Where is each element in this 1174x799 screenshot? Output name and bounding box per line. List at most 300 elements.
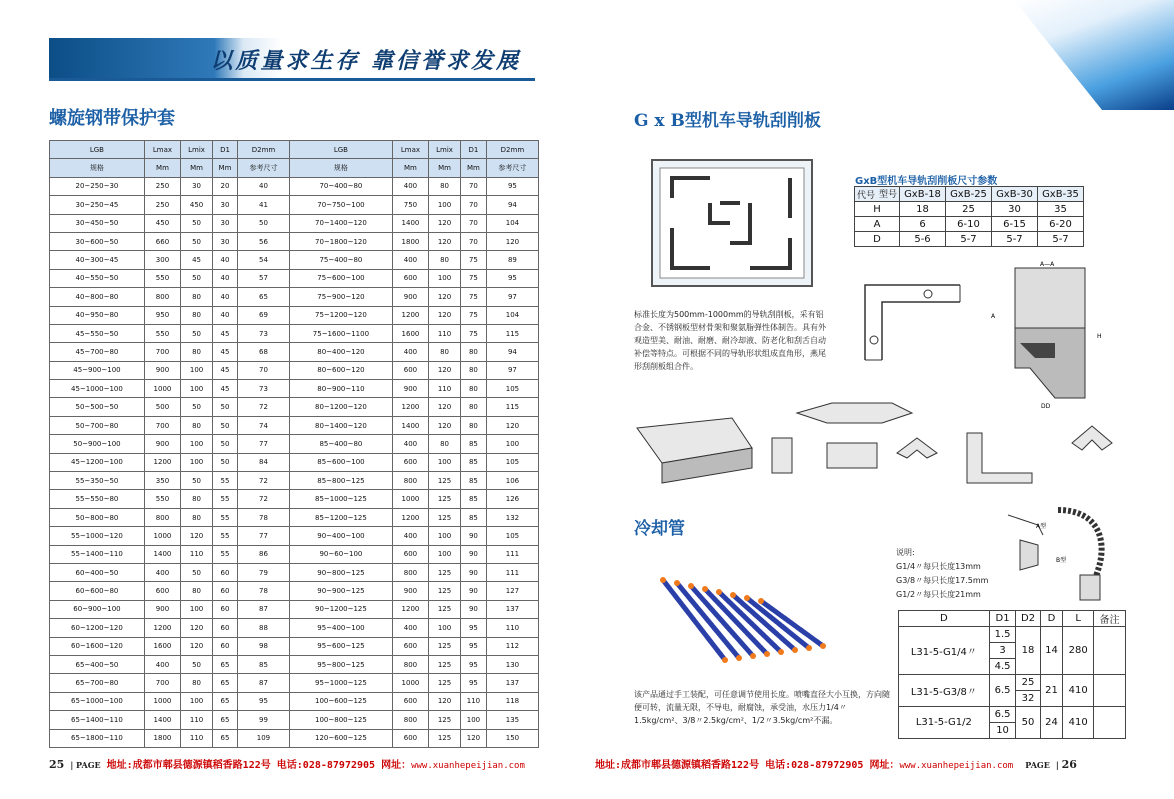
table-cell: 105	[486, 380, 538, 398]
table-row	[50, 582, 539, 600]
remark-cell	[1094, 675, 1126, 707]
column-unit-header: Mm	[213, 159, 238, 177]
table-cell: 90~1200~125	[290, 600, 393, 618]
table-cell: 50	[213, 416, 238, 434]
table-cell: 800	[392, 711, 428, 729]
table-cell: 75~1200~120	[290, 306, 393, 324]
column-unit-header: Mm	[392, 159, 428, 177]
table-cell: 1200	[392, 600, 428, 618]
table-cell: 1800	[392, 232, 428, 250]
table-cell: 50	[181, 232, 213, 250]
table-cell: 1000	[144, 380, 180, 398]
table-cell: 50	[181, 563, 213, 581]
table-cell: 78	[237, 508, 289, 526]
column-unit-header: 参考尺寸	[237, 159, 289, 177]
gxb-table-title: GxB型机车导轨刮削板尺寸参数	[855, 176, 998, 187]
table-cell: 125	[429, 490, 461, 508]
table-cell: 120	[461, 729, 487, 747]
table-cell: 105	[486, 527, 538, 545]
table-cell: 55	[213, 472, 238, 490]
table-cell: 300	[144, 251, 180, 269]
table-cell: 125	[429, 655, 461, 673]
table-cell: 50~700~80	[50, 416, 145, 434]
table-cell: 100	[429, 269, 461, 287]
table-cell: 75	[461, 324, 487, 342]
scraper-assembly-drawings	[632, 398, 1117, 488]
table-cell: 106	[486, 472, 538, 490]
table-cell: 30	[213, 214, 238, 232]
table-row	[50, 232, 539, 250]
table-cell: 350	[144, 472, 180, 490]
table-cell: 104	[486, 214, 538, 232]
table-cell: 700	[144, 674, 180, 692]
table-cell: 900	[144, 435, 180, 453]
table-cell: 120~600~125	[290, 729, 393, 747]
table-cell: 125	[429, 508, 461, 526]
footer-left: 25 | PAGE 地址:成都市郫县德源镇稻香路122号 电话:028-87972905 网址：www.xuanhepeijian.com	[49, 758, 525, 771]
table-cell: 550	[144, 269, 180, 287]
a-label: A	[991, 313, 996, 320]
row-label: D	[855, 232, 900, 247]
tube-nozzle	[730, 592, 736, 598]
table-cell: 112	[486, 637, 538, 655]
table-cell: 95~600~125	[290, 637, 393, 655]
table-cell: 55~550~80	[50, 490, 145, 508]
table-cell: 110	[181, 545, 213, 563]
table-row	[855, 217, 1084, 232]
table-cell: 87	[237, 600, 289, 618]
table-cell: 65	[237, 288, 289, 306]
table-cell: 99	[237, 711, 289, 729]
table-row	[899, 627, 1126, 643]
page-number-left: 25	[49, 758, 65, 771]
table-cell: 100	[429, 453, 461, 471]
table-cell: 100	[429, 527, 461, 545]
table-cell: 40	[237, 177, 289, 195]
table-cell: 110	[181, 711, 213, 729]
table-row	[50, 490, 539, 508]
table-row	[50, 729, 539, 747]
table-cell: 40	[213, 269, 238, 287]
table-cell: 90~800~125	[290, 563, 393, 581]
column-header: Lmax	[144, 141, 180, 159]
table-cell: 95	[461, 674, 487, 692]
table-cell: 95	[461, 655, 487, 673]
column-header: D2mm	[486, 141, 538, 159]
d-cell: 14	[1040, 627, 1063, 675]
table-cell: 90	[461, 545, 487, 563]
d1-cell: 3	[989, 643, 1016, 659]
table-cell: 400	[392, 343, 428, 361]
remark-cell	[1094, 627, 1126, 675]
table-cell: 550	[144, 490, 180, 508]
tube-fitting	[778, 649, 784, 655]
table-row	[899, 675, 1126, 691]
table-cell: 30	[181, 177, 213, 195]
table-cell: 85	[461, 472, 487, 490]
table-cell: 79	[237, 563, 289, 581]
table-cell: 60~900~100	[50, 600, 145, 618]
table-cell: 100	[461, 711, 487, 729]
aa-label: A—A	[1040, 261, 1055, 268]
table-cell: 90	[461, 563, 487, 581]
table-cell: 80	[461, 361, 487, 379]
table-cell: 100	[429, 619, 461, 637]
table-cell: 70~750~100	[290, 196, 393, 214]
table-cell: 86	[237, 545, 289, 563]
table-cell: 97	[486, 288, 538, 306]
table-cell: 45	[181, 251, 213, 269]
column-unit-header: Mm	[429, 159, 461, 177]
table-cell: 30~600~50	[50, 232, 145, 250]
column-unit-header: 参考尺寸	[486, 159, 538, 177]
table-cell: 400	[392, 251, 428, 269]
table-cell: 80	[181, 306, 213, 324]
table-cell: 85~600~100	[290, 453, 393, 471]
table-cell: 69	[237, 306, 289, 324]
table-cell: 120	[429, 306, 461, 324]
table-cell: 100	[181, 361, 213, 379]
table-row	[855, 232, 1084, 247]
table-cell: 80	[429, 343, 461, 361]
table-cell: 400	[144, 655, 180, 673]
table-cell: 75	[461, 269, 487, 287]
table-cell: 75~1600~1100	[290, 324, 393, 342]
table-cell: 120	[486, 232, 538, 250]
table-cell: 75~600~100	[290, 269, 393, 287]
tube-nozzle	[674, 580, 680, 586]
table-cell: 125	[429, 600, 461, 618]
tube-fitting	[792, 647, 798, 653]
footer-web-right[interactable]: www.xuanhepeijian.com	[899, 761, 1014, 771]
cooling-tubes-image	[655, 560, 855, 670]
table-cell: 80~1200~120	[290, 398, 393, 416]
table-cell: 77	[237, 435, 289, 453]
table-cell: 600	[392, 361, 428, 379]
table-cell: 85~1200~125	[290, 508, 393, 526]
table-cell: 70	[237, 361, 289, 379]
table-cell: 125	[429, 729, 461, 747]
d1-cell: 10	[989, 723, 1016, 739]
table-cell: 1000	[392, 490, 428, 508]
table-cell: 111	[486, 545, 538, 563]
table-cell: 900	[392, 582, 428, 600]
table-cell: 70	[461, 214, 487, 232]
footer-web-label-left: 网址：	[381, 760, 412, 771]
table-cell: 88	[237, 619, 289, 637]
column-header: D1	[461, 141, 487, 159]
table-cell: 55~1000~120	[50, 527, 145, 545]
table-cell: 85~1000~125	[290, 490, 393, 508]
table-cell: 45	[213, 324, 238, 342]
table-cell: 80	[181, 508, 213, 526]
table-cell: 118	[486, 692, 538, 710]
table-cell: 41	[237, 196, 289, 214]
table-cell: 50	[213, 398, 238, 416]
table-cell: 800	[144, 288, 180, 306]
row-label: A	[855, 217, 900, 232]
table-cell: 600	[392, 269, 428, 287]
table-row	[50, 508, 539, 526]
table-cell: 65	[213, 655, 238, 673]
table-cell: 70~1400~120	[290, 214, 393, 232]
table-cell: 50	[181, 324, 213, 342]
model-header: GxB-18	[900, 187, 946, 202]
cooling-notes	[896, 546, 988, 602]
table-cell: 73	[237, 380, 289, 398]
table-cell: 45	[213, 361, 238, 379]
note-g12: G1/2〃每只长度21mm	[896, 590, 981, 599]
table-cell: 120	[429, 416, 461, 434]
table-cell: 1200	[144, 453, 180, 471]
part-a-label: A型	[1036, 523, 1047, 530]
table-cell: 65~1000~100	[50, 692, 145, 710]
table-cell: 400	[392, 435, 428, 453]
d1-cell: 4.5	[989, 659, 1016, 675]
table-cell: 1400	[392, 214, 428, 232]
table-cell: 800	[392, 472, 428, 490]
table-row	[50, 416, 539, 434]
table-cell: 600	[392, 453, 428, 471]
page-word-right: PAGE	[1025, 760, 1050, 770]
table-row	[50, 435, 539, 453]
column-header: D2mm	[237, 141, 289, 159]
column-header: LGB	[290, 141, 393, 159]
table-row	[50, 306, 539, 324]
column-header: D	[899, 611, 990, 627]
table-row	[50, 545, 539, 563]
table-cell: 45~1000~100	[50, 380, 145, 398]
tube-fitting	[722, 657, 728, 663]
table-cell: 750	[392, 196, 428, 214]
model-header: GxB-35	[1038, 187, 1084, 202]
column-header: Lmix	[429, 141, 461, 159]
dd-label: DD	[1041, 403, 1051, 410]
table-cell: 89	[486, 251, 538, 269]
table-cell: 95~1000~125	[290, 674, 393, 692]
table-cell: 60~1600~120	[50, 637, 145, 655]
table-cell: 65	[213, 692, 238, 710]
table-cell: 80~1400~120	[290, 416, 393, 434]
table-cell: 1200	[144, 619, 180, 637]
table-cell: 80	[429, 435, 461, 453]
table-cell: 80~400~120	[290, 343, 393, 361]
scraper-description: 标准长度为500mm-1000mm的导轨刮削板，采有铝合金、不锈钢板型材骨架和聚氨脂弹性体制告。具有外观造型美、耐油、耐磨、耐冷却液、防老化和刮舌自动补偿等特点。可根据不同的导轨形状组成直角形，燕尾形刮削板组合件。	[634, 310, 826, 371]
table-cell: 80~900~110	[290, 380, 393, 398]
table-cell: 25	[946, 202, 992, 217]
d2-cell: 32	[1016, 691, 1040, 707]
table-cell: 20	[213, 177, 238, 195]
table-cell: 60~400~50	[50, 563, 145, 581]
table-cell: 1400	[144, 711, 180, 729]
table-cell: 65	[213, 711, 238, 729]
table-cell: 68	[237, 343, 289, 361]
cooling-tube-part-drawing	[998, 500, 1118, 605]
table-cell: 800	[144, 508, 180, 526]
table-cell: 95	[486, 177, 538, 195]
table-cell: 6-15	[992, 217, 1038, 232]
table-cell: 100	[181, 600, 213, 618]
table-cell: 74	[237, 416, 289, 434]
table-cell: 1600	[392, 324, 428, 342]
table-cell: 50	[181, 472, 213, 490]
table-cell: 85	[461, 490, 487, 508]
footer-web-left[interactable]: www.xuanhepeijian.com	[411, 761, 525, 771]
table-cell: 40~300~45	[50, 251, 145, 269]
table-cell: 125	[429, 637, 461, 655]
tube-fitting	[764, 651, 770, 657]
table-row	[50, 563, 539, 581]
gxb-spec-table	[854, 186, 1084, 247]
table-cell: 95	[461, 619, 487, 637]
table-cell: 80	[461, 416, 487, 434]
model-header: GxB-30	[992, 187, 1038, 202]
table-cell: 75~900~120	[290, 288, 393, 306]
table-cell: 50	[181, 214, 213, 232]
table-row	[50, 380, 539, 398]
table-cell: 80	[461, 380, 487, 398]
column-header: LGB	[50, 141, 145, 159]
l-cell: 410	[1063, 675, 1094, 707]
table-cell: 30	[213, 196, 238, 214]
page-word-left: PAGE	[76, 760, 101, 770]
table-cell: 100~800~125	[290, 711, 393, 729]
left-section-title: 螺旋钢带保护套	[49, 108, 175, 129]
table-cell: 60	[213, 619, 238, 637]
h-label: H	[1097, 333, 1102, 340]
table-cell: 18	[900, 202, 946, 217]
table-cell: 900	[392, 380, 428, 398]
table-row	[50, 214, 539, 232]
table-row	[50, 674, 539, 692]
table-cell: 1200	[392, 306, 428, 324]
table-cell: 98	[237, 637, 289, 655]
table-cell: 132	[486, 508, 538, 526]
table-row	[899, 707, 1126, 723]
table-cell: 137	[486, 600, 538, 618]
table-row	[50, 711, 539, 729]
table-cell: 450	[181, 196, 213, 214]
table-cell: 120	[181, 637, 213, 655]
table-cell: 80	[181, 582, 213, 600]
table-cell: 5-6	[900, 232, 946, 247]
table-cell: 900	[144, 600, 180, 618]
table-cell: 110	[461, 692, 487, 710]
part-name: L31-5-G1/4〃	[899, 627, 990, 675]
table-cell: 55	[213, 527, 238, 545]
model-header: GxB-25	[946, 187, 992, 202]
table-cell: 120	[429, 398, 461, 416]
column-header: L	[1063, 611, 1094, 627]
table-cell: 55~1400~110	[50, 545, 145, 563]
corner-scraper-drawing	[860, 280, 970, 370]
table-cell: 130	[486, 655, 538, 673]
table-cell: 90	[461, 600, 487, 618]
table-cell: 50	[181, 398, 213, 416]
table-cell: 80	[181, 288, 213, 306]
table-cell: 72	[237, 472, 289, 490]
table-cell: 80	[429, 177, 461, 195]
table-cell: 60~1200~120	[50, 619, 145, 637]
d2-cell: 18	[1016, 627, 1040, 675]
table-cell: 94	[486, 196, 538, 214]
table-cell: 400	[392, 177, 428, 195]
column-unit-header: Mm	[144, 159, 180, 177]
table-cell: 105	[486, 453, 538, 471]
table-cell: 57	[237, 269, 289, 287]
table-cell: 85~400~80	[290, 435, 393, 453]
table-row	[50, 472, 539, 490]
table-cell: 45	[213, 343, 238, 361]
table-cell: 30~450~50	[50, 214, 145, 232]
table-cell: 90	[461, 527, 487, 545]
column-header: D1	[213, 141, 238, 159]
corner-top-label: 型号	[878, 190, 897, 200]
d-cell: 24	[1040, 707, 1063, 739]
table-cell: 87	[237, 674, 289, 692]
table-cell: 80	[429, 251, 461, 269]
table-cell: 1800	[144, 729, 180, 747]
table-cell: 111	[486, 563, 538, 581]
table-cell: 80	[181, 416, 213, 434]
table-cell: 6	[900, 217, 946, 232]
column-header: D	[1040, 611, 1063, 627]
table-cell: 1400	[144, 545, 180, 563]
right-section-title: G x B型机车导轨刮削板	[634, 111, 821, 131]
table-cell: 120	[486, 416, 538, 434]
table-cell: 50	[181, 269, 213, 287]
column-header: Lmix	[181, 141, 213, 159]
footer-address-right: 地址:成都市郫县德源镇稻香路122号	[595, 760, 760, 771]
remark-cell	[1094, 707, 1126, 739]
table-cell: 80	[181, 674, 213, 692]
table-cell: 5-7	[992, 232, 1038, 247]
table-cell: 75	[461, 288, 487, 306]
d2-cell: 50	[1016, 707, 1040, 739]
table-cell: 85	[461, 508, 487, 526]
table-cell: 100	[181, 380, 213, 398]
footer-phone-left: 电话:028-87972905	[276, 760, 376, 771]
table-cell: 115	[486, 324, 538, 342]
table-row	[50, 288, 539, 306]
table-cell: 40	[213, 251, 238, 269]
table-cell: 100	[181, 692, 213, 710]
d2-cell: 25	[1016, 675, 1040, 691]
tube-nozzle	[702, 586, 708, 592]
table-cell: 85~800~125	[290, 472, 393, 490]
table-cell: 90~900~125	[290, 582, 393, 600]
corner-bottom-label: 代号	[857, 191, 876, 201]
footer-web-label-right: 网址：	[869, 760, 900, 771]
d-cell: 21	[1040, 675, 1063, 707]
table-cell: 84	[237, 453, 289, 471]
table-cell: 95~800~125	[290, 655, 393, 673]
table-cell: 54	[237, 251, 289, 269]
table-cell: 6-20	[1038, 217, 1084, 232]
table-cell: 110	[486, 619, 538, 637]
table-cell: 80	[461, 398, 487, 416]
table-cell: 45~1200~100	[50, 453, 145, 471]
table-cell: 120	[429, 361, 461, 379]
table-cell: 75	[461, 251, 487, 269]
table-cell: 95	[237, 692, 289, 710]
table-cell: 55~350~50	[50, 472, 145, 490]
table-row	[855, 202, 1084, 217]
table-cell: 125	[429, 472, 461, 490]
table-cell: 30~250~45	[50, 196, 145, 214]
table-cell: 95~400~100	[290, 619, 393, 637]
table-cell: 85	[461, 435, 487, 453]
